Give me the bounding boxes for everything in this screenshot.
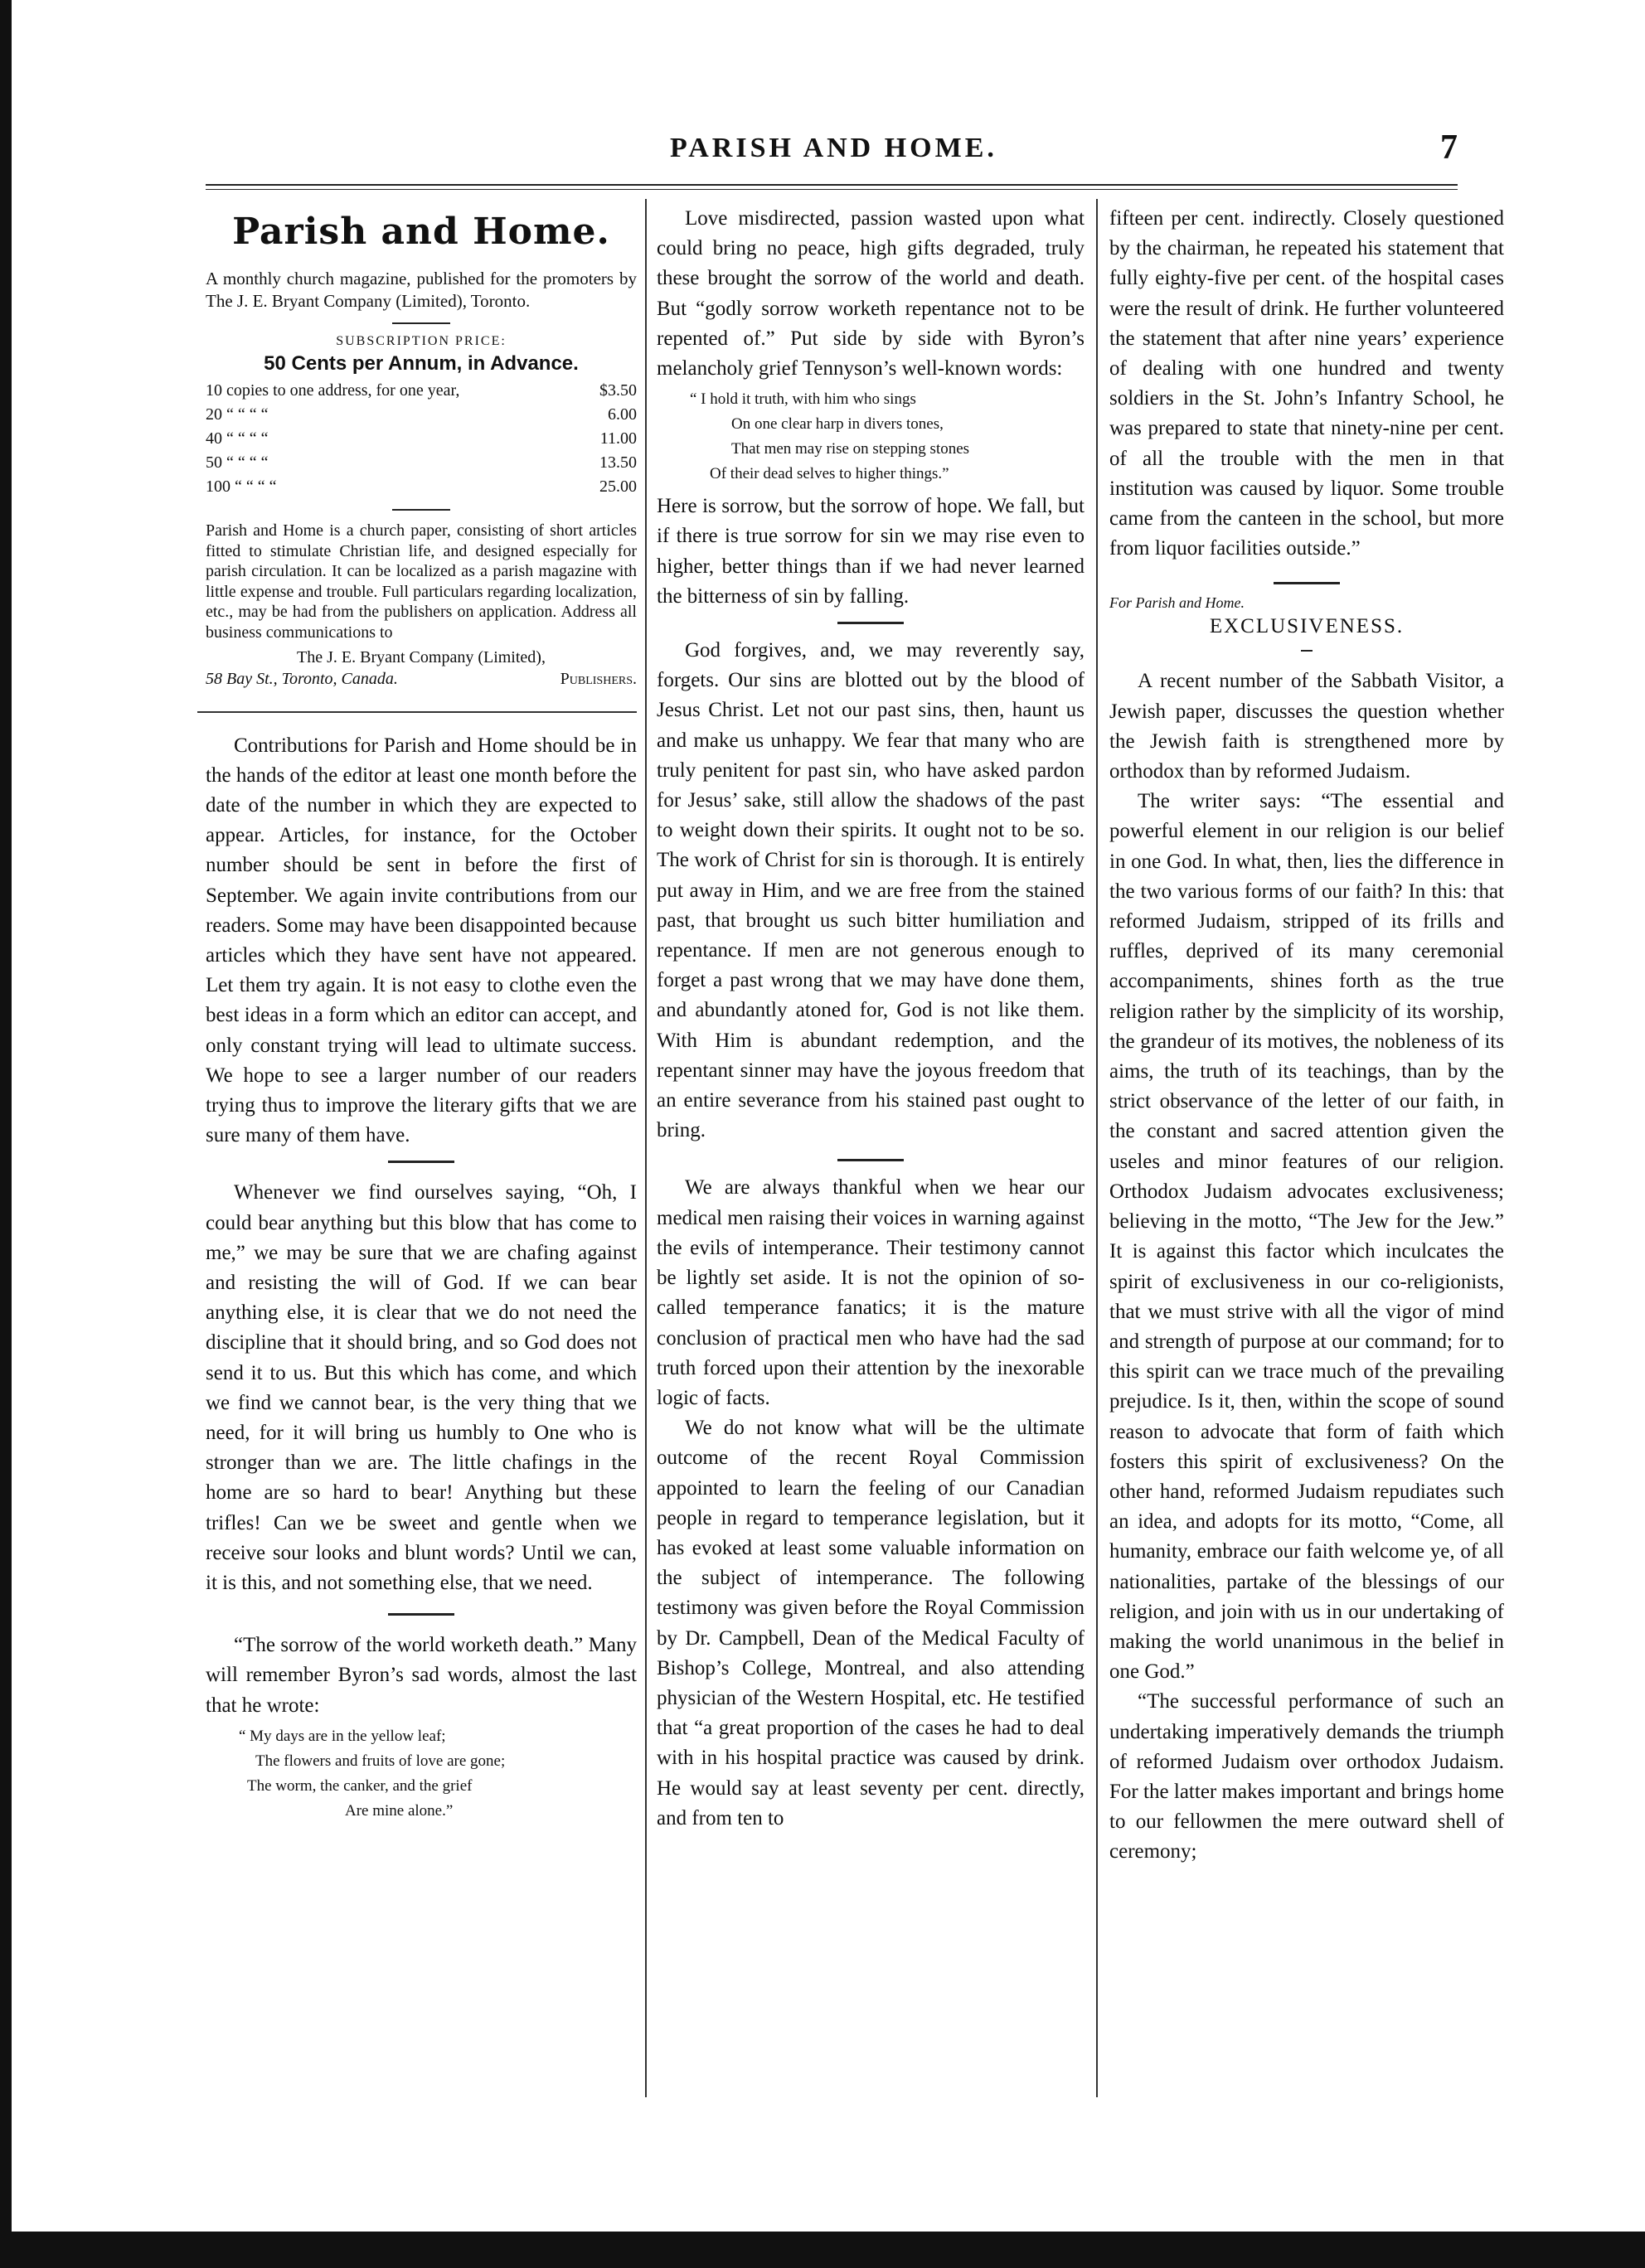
rate-row (206, 427, 637, 451)
poem-line: On one clear harp in divers tones, (731, 415, 944, 434)
rate-qty: 100 “ “ “ “ (206, 477, 277, 496)
contributions-paragraph: Contributions for Parish and Home should be in the hands of the editor at least one month before the date of the number in which they are expected to appear. Articles, for instance, for the October number should be sent in before the first of September. We again invite contributions from our readers. Some may have been disappointed because articles which they have sent have not appeared. Let them try again. It is not easy to clothe even the best ideas in a form which an editor can accept, and only constant trying will lead to ultimate success. We hope to see a larger number of our readers trying thus to improve the literary gifts that we are sure many of them have. (206, 734, 637, 1147)
divider (392, 322, 450, 324)
rates-table (206, 379, 637, 499)
do-not-know-paragraph: We do not know what will be the ultimate outcome of the recent Royal Commission appointed to learn the feeling of our Canadian people in regard to temperance legislation, but it has evoked at least some valuable information on the subject of intemperance. The following testimony was given before the Royal Commission by Dr. Campbell, Dean of the Medical Faculty of Bishop’s College, Montreal, and also attending physician of the Western Hospital, etc. He testified that “a great proportion of the cases he had to deal with in his hospital practice was caused by drink. He would say at least seventy per cent. directly, and from ten to (657, 1417, 1085, 1829)
column-divider (1096, 199, 1098, 2097)
page-number: 7 (1440, 128, 1458, 167)
rate-qty: 20 “ “ “ “ (206, 405, 269, 424)
rate-row (206, 475, 637, 499)
publisher-row (206, 668, 637, 690)
section-rule (197, 711, 637, 713)
divider (1301, 650, 1313, 652)
divider (837, 1159, 904, 1161)
poem-line: Are mine alone.” (345, 1801, 454, 1820)
poem-line: “ My days are in the yellow leaf; (239, 1727, 446, 1745)
for-parish-line: For Parish and Home. (1109, 594, 1245, 612)
divider (388, 1161, 454, 1163)
poem-line: The worm, the canker, and the grief (247, 1776, 473, 1795)
love-misdirected-paragraph: Love misdirected, passion wasted upon what could bring no peace, high gifts degraded, truly these brought the sorrow of the world and death. But “godly sorrow worketh repentance not to be repented of.” Put side by side with Byron’s melancholy grief Tennyson’s well-known words: (657, 207, 1085, 380)
divider (1274, 582, 1340, 584)
god-forgives-paragraph: God forgives, and, we may reverently say, forgets. Our sins are blotted out by the blood of Jesus Christ. Let not our past sins, then, haunt us and make us unhappy. We fear that many who are truly penitent for past sin, who have asked pardon for Jesus’ sake, still allow the shadows of the past to weight down their spirits. It ought not to be so. The work of Christ for sin is thorough. It is entirely put away in Him, and we are free from the stained past, that brought us such bitter humiliation and repentance. If men are not generous enough to forget a past wrong that we may have done them, and abundantly atoned for, God is not like them. With Him is abundant redemption, and the repentant sinner may have the joyous freedom that an entire severance from his stained past ought to bring. (657, 639, 1085, 1142)
testimony-continuation: fifteen per cent. indirectly. Closely questioned by the chairman, he repeated his statement that fully eighty-five per cent. of the hospital cases were the result of drink. He further volunteered the statement that after nine years’ experience of dealing with one hundred and twenty soldiers in the St. John’s Infantry School, he was prepared to state that ninety-nine per cent. of all the trouble with the men in that institution was caused by liquor. Some trouble came from the canteen in the school, but more from liquor facilities outside.” (1109, 207, 1504, 560)
thankful-paragraph: We are always thankful when we hear our medical men raising their voices in warning against the evils of intemperance. Their testimony cannot be lightly set aside. It is not the opinion of so-called temperance fanatics; it is the mature conclusion of practical men who have had the sad truth forced upon their attention by the inexorable logic of facts. (657, 1176, 1085, 1409)
rate-price: 11.00 (599, 429, 637, 448)
subscription-heading: SUBSCRIPTION PRICE: (336, 334, 507, 348)
masthead-title: Parish and Home. (232, 211, 610, 253)
divider (388, 1613, 454, 1616)
poem-line: “ I hold it truth, with him who sings (690, 390, 916, 409)
exclusiveness-paragraph-1: A recent number of the Sabbath Visitor, a Jewish paper, discusses the question whether the Jewish faith is strengthened more by orthodox than by reformed Judaism. (1109, 670, 1504, 783)
column-3 (1109, 204, 1504, 1868)
running-title: PARISH AND HOME. (670, 133, 997, 163)
whenever-paragraph: Whenever we find ourselves saying, “Oh, I could bear anything but this blow that has come to me,” we may be sure that we are chafing against and resisting the will of God. If we can bear anything else, it is clear that we do not need the discipline that it should bring, and so God does not send it to us. But this which has come, and which we find we cannot bear, is the very thing that we need, for it will bring us humbly to One who is stronger than we are. The little chafings in the home are so hard to bear! Anything but these trifles! Can we be sweet and gentle when we receive sour looks and blunt words? Until we can, it is this, and not something else, that we need. (206, 1181, 637, 1594)
byron-poem (206, 1724, 637, 1824)
divider (392, 509, 450, 511)
sorrow-paragraph: “The sorrow of the world worketh death.” Many will remember Byron’s sad words, almost the last that he wrote: (206, 1634, 637, 1717)
rate-row (206, 379, 637, 403)
page-header (206, 128, 1458, 182)
rate-row (206, 403, 637, 427)
rate-row (206, 451, 637, 475)
exclusiveness-paragraph-3: “The successful performance of such an undertaking imperatively demands the triumph of reformed Judaism over orthodox Judaism. For the latter makes important and brings home to our fellowmen the mere outward shell of ceremony; (1109, 1690, 1504, 1863)
poem-line: That men may rise on stepping stones (731, 440, 970, 458)
publisher-label: Publishers. (560, 669, 637, 688)
rate-qty: 50 “ “ “ “ (206, 453, 269, 472)
column-1 (206, 204, 637, 1829)
poem-line: The flowers and fruits of love are gone; (255, 1752, 506, 1770)
article-heading: EXCLUSIVENESS. (1209, 615, 1405, 638)
here-is-sorrow-paragraph: Here is sorrow, but the sorrow of hope. We fall, but if there is true sorrow for sin we may rise even to higher, better things than if we had never learned the bitterness of sin by falling. (657, 495, 1085, 608)
divider (837, 622, 904, 624)
publisher-name: The J. E. Bryant Company (Limited), (297, 648, 546, 666)
rate-qty: 40 “ “ “ “ (206, 429, 269, 448)
column-divider (645, 199, 647, 2097)
poem-line: Of their dead selves to higher things.” (710, 465, 949, 483)
header-rule (206, 184, 1458, 190)
scan-border-bottom (0, 2232, 1645, 2268)
rate-price: 25.00 (599, 477, 637, 496)
column-2 (657, 204, 1085, 1834)
masthead-description: A monthly church magazine, published for the promoters by The J. E. Bryant Company (Limited), Toronto. (206, 269, 637, 311)
scan-border-left (0, 0, 12, 2268)
publisher-address: 58 Bay St., Toronto, Canada. (206, 669, 398, 688)
tennyson-poem (657, 387, 1085, 487)
rate-price: 13.50 (599, 453, 637, 472)
rate-price: 6.00 (608, 405, 637, 424)
rate-price: $3.50 (599, 381, 637, 400)
exclusiveness-paragraph-2: The writer says: “The essential and powerful element in our religion is our belief in one God. In what, then, lies the difference in the two various forms of our faith? In this: that reformed Judaism, stripped of its frills and ruffles, deprived of its many ceremonial accompaniments, shines forth as the true religion rather by the simplicity of its worship, the grandeur of its motives, the nobleness of its aims, the truth of its teachings, than by the strict observance of the letter of our faith, in the constant and sacred attention given the useles and minor features of our religion. Orthodox Judaism advocates exclusiveness; believing in the motto, “The Jew for the Jew.” It is against this factor which inculcates the spirit of exclusiveness in our co-religionists, that we must strive with all the vigor of mind and strength of purpose at our command; for to this spirit can we trace much of the prevailing prejudice. Is it, then, within the scope of sound reason to advocate that form of faith which fosters this spirit of exclusiveness? On the other hand, reformed Judaism repudiates such an idea, and adopts for its motto, “Come, all humanity, embrace our faith welcome ye, of all nationalities, partake of the blessings of our religion, and join with us in our undertaking of making the world unanimous in the belief in one God.” (1109, 790, 1504, 1684)
rate-qty: 10 copies to one address, for one year, (206, 381, 460, 400)
about-paragraph: Parish and Home is a church paper, consisting of short articles fitted to stimulate Christian life, and designed especially for parish circulation. It can be localized as a parish magazine with little expense and trouble. Full particulars regarding localization, etc., may be had from the publishers on application. Address all business communications to (206, 521, 637, 642)
price-line: 50 Cents per Annum, in Advance. (264, 352, 579, 375)
